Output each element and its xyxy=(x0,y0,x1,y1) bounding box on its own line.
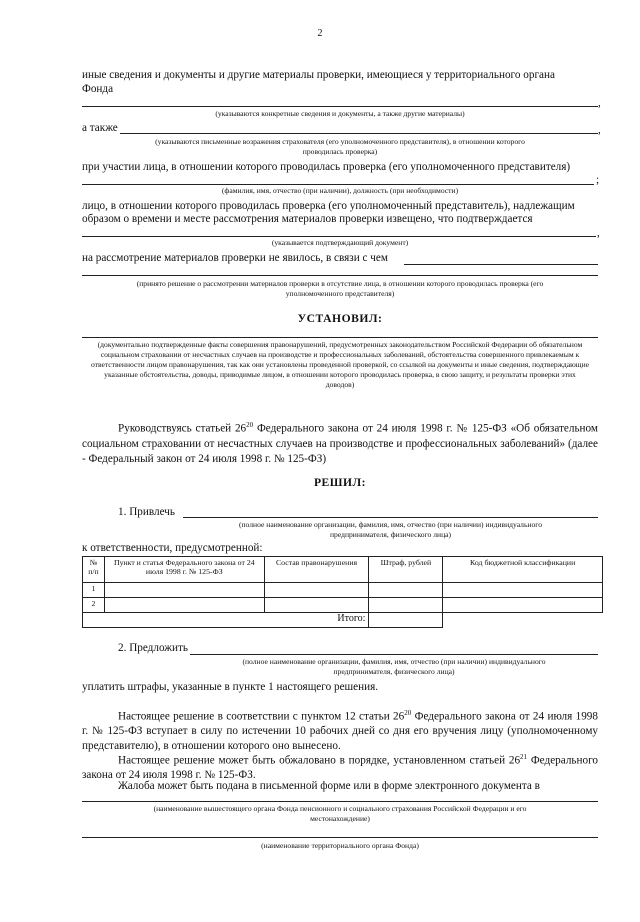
total-label: Итого: xyxy=(83,613,369,628)
header-fine: Штраф, рублей xyxy=(369,557,443,583)
participation-line: при участии лица, в отношении которого проводилась проверка (его уполномоченного представителя) xyxy=(82,161,571,173)
complaint-line: Жалоба может быть подана в письменной форме или в форме электронного документа в xyxy=(118,780,540,792)
objections-caption-1: (указываются письменные возражения страхователя (его уполномоченного представителя), в отношении которого xyxy=(155,137,525,146)
table-total-row xyxy=(83,613,603,628)
header-article: Пункт и статья Федерального закона от 24 июля 1998 г. № 125-ФЗ xyxy=(104,557,264,583)
materials-line-2: Фонда xyxy=(82,83,114,95)
established-fill-line xyxy=(82,337,598,338)
page-number: 2 xyxy=(317,28,323,39)
guided-paragraph: Руководствуясь статьей $26^{20}$ Федерального закона от 24 июля 1998 г. № 125-ФЗ «Об обязательном социальном страховании от несчастных случаев на производстве и профессиональных заболеваний» (далее - Федеральный закон от 24 июля 1998 г. № 125-ФЗ) xyxy=(82,421,598,465)
impose-label: 1. Привлечь xyxy=(118,506,175,518)
participant-fill-line xyxy=(82,184,594,185)
materials-line-1: иные сведения и документы и другие материалы проверки, имеющиеся у территориального органа xyxy=(82,69,555,81)
confirmation-caption: (указывается подтверждающий документ) xyxy=(271,238,409,247)
offer-caption-1: (полное наименование организации, фамилия, имя, отчество (при наличии) индивидуального xyxy=(242,657,546,666)
superior-body-caption-1: (наименование вышестоящего органа Фонда пенсионного и социального страхования Российской Федерации и его xyxy=(153,804,527,813)
absence-fill-line-1 xyxy=(404,264,598,265)
territorial-body-caption: (наименование территориального органа Фонда) xyxy=(261,841,419,850)
fines-table xyxy=(82,556,603,628)
absence-line: на рассмотрение материалов проверки не явилось, в связи с чем xyxy=(82,252,388,264)
objections-caption-2: проводилась проверка) xyxy=(302,147,378,156)
offer-label: 2. Предложить xyxy=(118,642,188,654)
materials-fill-line xyxy=(82,106,598,107)
absence-caption-1: (принято решение о рассмотрении материалов проверки в отсутствие лица, в отношении которого проводилась проверка (его xyxy=(136,279,544,288)
notified-line-1: лицо, в отношении которого проводилась проверка (его уполномоченный представитель), надлежащим xyxy=(82,200,575,212)
impose-fill-line xyxy=(183,517,598,518)
header-number: № п/п xyxy=(83,557,105,583)
table-row: 2 xyxy=(83,598,603,613)
confirmation-fill-line xyxy=(82,236,596,237)
objections-fill-line xyxy=(120,133,598,134)
table-row: 1 xyxy=(83,583,603,598)
superior-body-fill-line xyxy=(82,801,598,802)
offer-fill-line xyxy=(190,654,598,655)
established-caption: (документально подтвержденные факты совершения правонарушений, предусмотренных законодательством Российской Федерации об обязательном социальном страховании от несчастных случаев на производстве и профессиональных заболеваний, обстоятельства совершенного привлекаемым к ответственности лицом правонарушения, так как они установлены проведенной проверкой, со ссылкой на документы и иные сведения, подтверждающие указанные обстоятельства, доводы, приводимые лицом, в отношении которого проводилась проверка, в свою защиту, и результаты проверки этих доводов) xyxy=(90,340,590,389)
notified-line-2: образом о времени и месте рассмотрения материалов проверки извещено, что подтверждается xyxy=(82,213,533,225)
territorial-body-fill-line xyxy=(82,837,598,838)
offer-caption-2: предпринимателя, физического лица) xyxy=(333,667,455,676)
document-page: 2 иные сведения и документы и другие материалы проверки, имеющиеся у территориального органа Фонда , (указываются конкретные сведения и документы, а также другие материалы) а также , (указываются письменные возражения страхователя (его уполномоченного представителя), в отношении которого проводилась проверка) при участии лица, в отношении которого проводилась проверка (его уполномоченного представителя) ; (фамилия, имя, отчество (при наличии), должность (при необходимости) лицо, в отношении которого проводилась проверка (его уполномоченный представитель), надлежащим образом о времени и месте рассмотрения материалов проверки извещено, что подтверждается , (указывается подтверждающий документ) на рассмотрение материалов проверки не явилось, в связи с чем (принято решение о рассмотрении материалов проверки в отсутствие лица, в отношении которого проводилась проверка (его уполномоченного представителя) УСТАНОВИЛ: (документально подтвержденные факты совершения правонарушений, предусмотренных законодательством Российской Федерации об обязательном социальном страховании от несчастных случаев на производстве и профессиональных заболеваний, обстоятельства совершенного привлекаемым к ответственности лицом правонарушения, так как они установлены проведенной проверкой, со ссылкой на документы и иные сведения, подтверждающие указанные обстоятельства, доводы, приводимые лицом, в отношении которого проводилась проверка, в свою защиту, и результаты проверки этих доводов) Руководствуясь статьей $26^{20}$ Федерального закона от 24 июля 1998 г. № 125-ФЗ «Об обязательном социальном страховании от несчастных случаев на производстве и профессиональных заболеваний» (далее - Федеральный закон от 24 июля 1998 г. № 125-ФЗ) РЕШИЛ: 1. Привлечь (полное наименование организации, фамилия, имя, отчество (при наличии) индивидуального предпринимателя, физического лица) к ответственности, предусмотренной: № п/п Пункт и статья Федерального закона от 24 июля 1998 г. № 125-ФЗ Состав правонарушения Штраф, рублей Код бюджетной классификации 1 2 Итого: 2. Предложить (полное наименование организации, фамилия, имя, отчество (при наличии) индивидуального предпринимателя, физического лица) уплатить штрафы, указанные в пункте 1 настоящего решения. Настоящее решение в соответствии с пунктом 12 статьи $26^{20}$ Федерального закона от 24 июля 1998 г. № 125-ФЗ вступает в силу по истечении 10 рабочих дней со дня его вручения лицу (уполномоченному представителю), в отношении которого оно вынесено. Настоящее решение может быть обжаловано в порядке, установленном статьей $26^{21}$ Федерального закона от 24 июля 1998 г. № 125-ФЗ. Жалоба может быть подана в письменной форме или в форме электронного документа в (наименование вышестоящего органа Фонда пенсионного и социального страхования Российской Федерации и его местонахождение) (наименование территориального органа Фонда) xyxy=(0,0,640,922)
header-budget-code: Код бюджетной классификации xyxy=(443,557,603,583)
table-header-row xyxy=(83,557,603,583)
superior-body-caption-2: местонахождение) xyxy=(310,814,370,823)
absence-caption-2: уполномоченного представителя) xyxy=(285,289,395,298)
impose-caption-1: (полное наименование организации, фамилия, имя, отчество (при наличии) индивидуального xyxy=(238,520,543,529)
absence-fill-line-2 xyxy=(82,275,598,276)
also-label: а также xyxy=(82,122,118,134)
decided-heading: РЕШИЛ: xyxy=(313,476,367,489)
materials-caption: (указываются конкретные сведения и документы, а также другие материалы) xyxy=(215,109,465,118)
total-value xyxy=(369,613,443,628)
participant-caption: (фамилия, имя, отчество (при наличии), должность (при необходимости) xyxy=(221,186,459,195)
impose-caption-2: предпринимателя, физического лица) xyxy=(329,530,452,539)
pay-fines-line: уплатить штрафы, указанные в пункте 1 настоящего решения. xyxy=(82,681,379,693)
established-heading: УСТАНОВИЛ: xyxy=(297,312,383,325)
liability-label: к ответственности, предусмотренной: xyxy=(82,542,263,554)
header-offense: Состав правонарушения xyxy=(264,557,369,583)
entry-into-force-paragraph: Настоящее решение в соответствии с пунктом 12 статьи $26^{20}$ Федерального закона от 24 июля 1998 г. № 125-ФЗ вступает в силу по истечении 10 рабочих дней со дня его вручения лицу (уполномоченному представителю), в отношении которого оно вынесено. xyxy=(82,709,598,752)
appeal-paragraph: Настоящее решение может быть обжаловано в порядке, установленном статьей $26^{21}$ Федерального закона от 24 июля 1998 г. № 125-ФЗ. xyxy=(82,753,598,782)
